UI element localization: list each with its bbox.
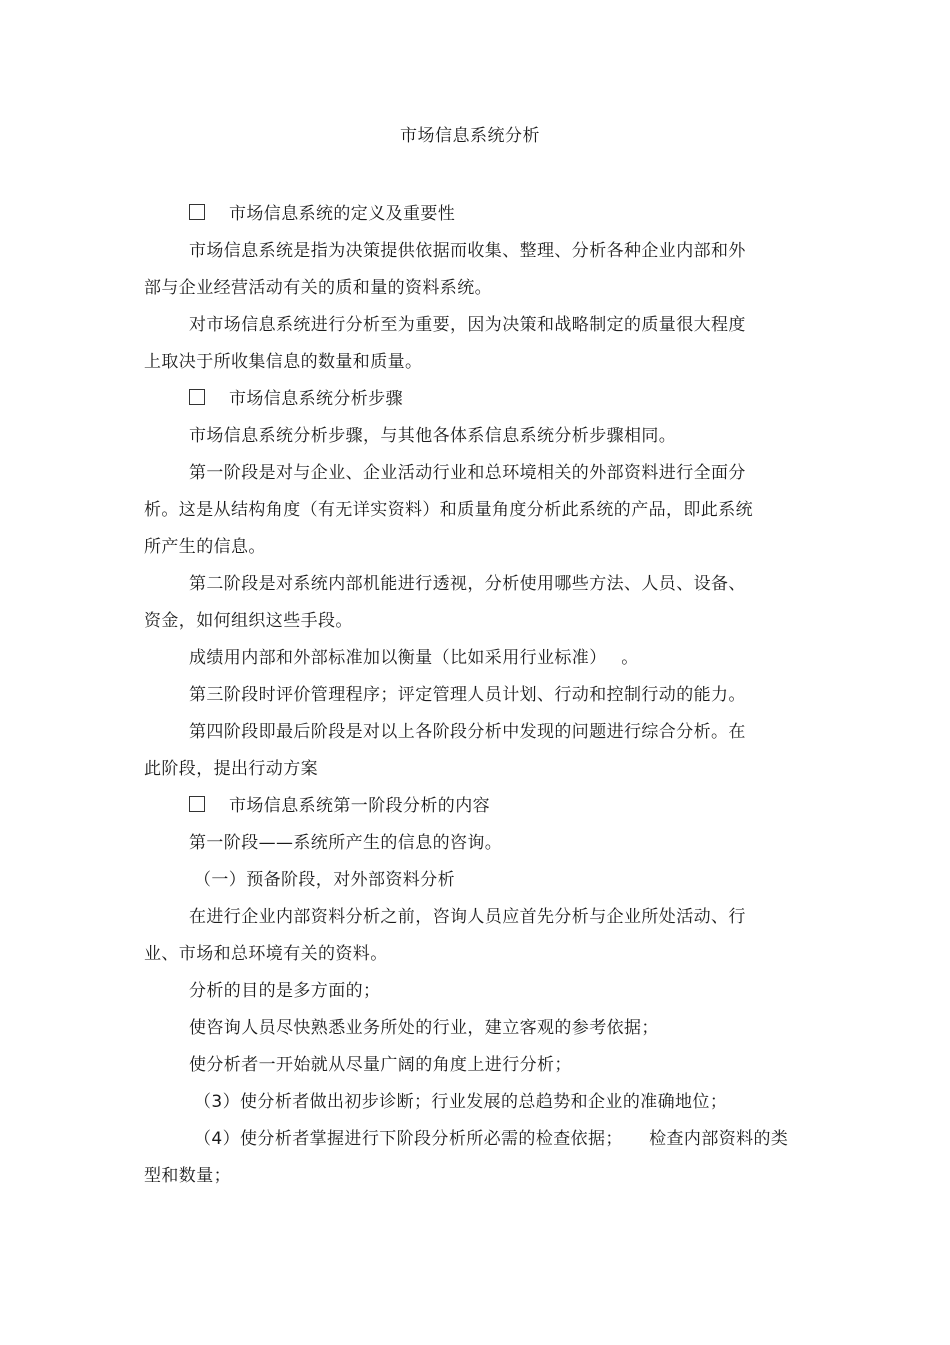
paragraph: 第四阶段即最后阶段是对以上各阶段分析中发现的问题进行综合分析。在: [189, 722, 746, 742]
paragraph: 使咨询人员尽快熟悉业务所处的行业，建立客观的参考依据；: [189, 1018, 659, 1038]
paragraph-cont: 业、市场和总环境有关的资料。: [144, 944, 388, 964]
paragraph: 在进行企业内部资料分析之前，咨询人员应首先分析与企业所处活动、行: [189, 907, 746, 927]
checkbox-bullet-icon: [189, 796, 205, 812]
paragraph: 市场信息系统是指为决策提供依据而收集、整理、分析各种企业内部和外: [189, 241, 746, 261]
paragraph: 成绩用内部和外部标准加以衡量（比如采用行业标准） 。: [189, 648, 639, 668]
paragraph-cont: 型和数量；: [144, 1166, 231, 1186]
section-heading: 市场信息系统的定义及重要性: [144, 196, 804, 233]
paragraph: 第三阶段时评价管理程序；评定管理人员计划、行动和控制行动的能力。: [189, 685, 746, 705]
checkbox-bullet-icon: [189, 204, 205, 220]
paragraph-cont: 部与企业经营活动有关的质和量的资料系统。: [144, 278, 492, 298]
paragraph: 分析的目的是多方面的；: [189, 981, 381, 1001]
paragraph-cont: 析。这是从结构角度（有无详实资料）和质量角度分析此系统的产品，即此系统: [144, 500, 753, 520]
paragraph: （一）预备阶段，对外部资料分析: [194, 870, 455, 890]
paragraph: 市场信息系统分析步骤，与其他各体系信息系统分析步骤相同。: [189, 426, 677, 446]
paragraph-cont: 资金，如何组织这些手段。: [144, 611, 353, 631]
paragraph-cont: 此阶段，提出行动方案: [144, 759, 318, 779]
paragraph: （4）使分析者掌握进行下阶段分析所必需的检查依据； 检查内部资料的类: [194, 1129, 789, 1149]
paragraph: （3）使分析者做出初步诊断；行业发展的总趋势和企业的准确地位；: [194, 1092, 728, 1112]
paragraph: 使分析者一开始就从尽量广阔的角度上进行分析；: [189, 1055, 572, 1075]
page-title: 市场信息系统分析: [400, 126, 540, 146]
paragraph-cont: 上取决于所收集信息的数量和质量。: [144, 352, 423, 372]
paragraph: 对市场信息系统进行分析至为重要，因为决策和战略制定的质量很大程度: [189, 315, 746, 335]
document-body: [144, 196, 804, 1195]
section-heading: 市场信息系统分析步骤: [144, 381, 804, 418]
paragraph: 第一阶段是对与企业、企业活动行业和总环境相关的外部资料进行全面分: [189, 463, 746, 483]
section-heading: 市场信息系统第一阶段分析的内容: [144, 788, 804, 825]
checkbox-bullet-icon: [189, 389, 205, 405]
paragraph: 第二阶段是对系统内部机能进行透视，分析使用哪些方法、人员、设备、: [189, 574, 746, 594]
paragraph: 第一阶段——系统所产生的信息的咨询。: [189, 833, 503, 853]
paragraph-cont: 所产生的信息。: [144, 537, 266, 557]
